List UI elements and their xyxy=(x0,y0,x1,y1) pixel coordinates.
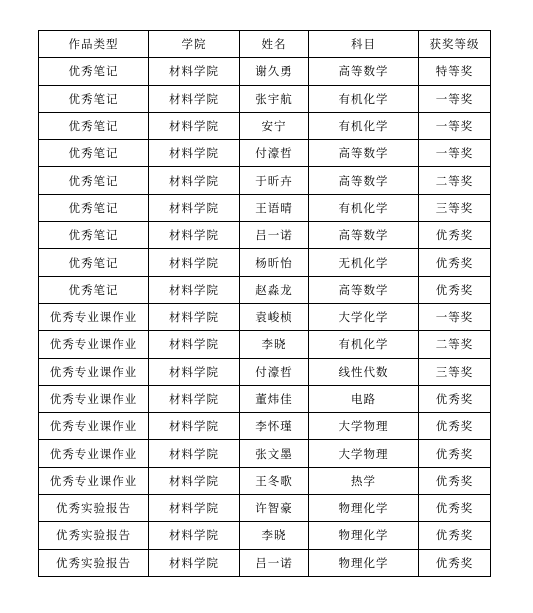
cell-award-level: 优秀奖 xyxy=(419,467,491,494)
header-college: 学院 xyxy=(149,31,240,58)
cell-subject: 高等数学 xyxy=(309,222,419,249)
cell-award-level: 三等奖 xyxy=(419,358,491,385)
table-body xyxy=(39,58,491,577)
cell-subject: 热学 xyxy=(309,467,419,494)
table-row xyxy=(39,549,491,576)
cell-name: 王语晴 xyxy=(240,194,309,221)
cell-award-level: 三等奖 xyxy=(419,194,491,221)
cell-college: 材料学院 xyxy=(149,358,240,385)
cell-work-type: 优秀专业课作业 xyxy=(39,358,149,385)
cell-subject: 有机化学 xyxy=(309,85,419,112)
cell-work-type: 优秀笔记 xyxy=(39,167,149,194)
cell-award-level: 一等奖 xyxy=(419,112,491,139)
table-row xyxy=(39,413,491,440)
cell-college: 材料学院 xyxy=(149,303,240,330)
cell-subject: 无机化学 xyxy=(309,249,419,276)
cell-college: 材料学院 xyxy=(149,549,240,576)
cell-subject: 大学物理 xyxy=(309,440,419,467)
cell-name: 董炜佳 xyxy=(240,385,309,412)
cell-subject: 高等数学 xyxy=(309,58,419,85)
cell-name: 谢久勇 xyxy=(240,58,309,85)
table-row xyxy=(39,385,491,412)
cell-college: 材料学院 xyxy=(149,522,240,549)
cell-college: 材料学院 xyxy=(149,58,240,85)
cell-work-type: 优秀专业课作业 xyxy=(39,440,149,467)
cell-work-type: 优秀笔记 xyxy=(39,112,149,139)
table-row xyxy=(39,331,491,358)
cell-subject: 大学化学 xyxy=(309,303,419,330)
cell-award-level: 优秀奖 xyxy=(419,440,491,467)
cell-work-type: 优秀专业课作业 xyxy=(39,467,149,494)
header-work-type: 作品类型 xyxy=(39,31,149,58)
cell-work-type: 优秀笔记 xyxy=(39,249,149,276)
cell-award-level: 二等奖 xyxy=(419,331,491,358)
cell-college: 材料学院 xyxy=(149,167,240,194)
table-row xyxy=(39,112,491,139)
cell-work-type: 优秀笔记 xyxy=(39,140,149,167)
table-row xyxy=(39,358,491,385)
cell-award-level: 一等奖 xyxy=(419,303,491,330)
cell-college: 材料学院 xyxy=(149,249,240,276)
cell-award-level: 特等奖 xyxy=(419,58,491,85)
cell-name: 杨昕怡 xyxy=(240,249,309,276)
table-row xyxy=(39,58,491,85)
cell-subject: 有机化学 xyxy=(309,112,419,139)
cell-college: 材料学院 xyxy=(149,331,240,358)
cell-award-level: 优秀奖 xyxy=(419,385,491,412)
cell-award-level: 优秀奖 xyxy=(419,522,491,549)
cell-work-type: 优秀笔记 xyxy=(39,58,149,85)
cell-college: 材料学院 xyxy=(149,112,240,139)
cell-work-type: 优秀实验报告 xyxy=(39,495,149,522)
cell-award-level: 优秀奖 xyxy=(419,413,491,440)
cell-work-type: 优秀笔记 xyxy=(39,194,149,221)
table-row xyxy=(39,167,491,194)
cell-work-type: 优秀实验报告 xyxy=(39,549,149,576)
cell-work-type: 优秀专业课作业 xyxy=(39,385,149,412)
table-row xyxy=(39,440,491,467)
cell-college: 材料学院 xyxy=(149,413,240,440)
cell-subject: 电路 xyxy=(309,385,419,412)
cell-name: 许智豪 xyxy=(240,495,309,522)
cell-name: 吕一诺 xyxy=(240,222,309,249)
cell-college: 材料学院 xyxy=(149,276,240,303)
cell-work-type: 优秀专业课作业 xyxy=(39,331,149,358)
table-row xyxy=(39,276,491,303)
cell-award-level: 一等奖 xyxy=(419,85,491,112)
cell-subject: 有机化学 xyxy=(309,194,419,221)
cell-work-type: 优秀笔记 xyxy=(39,222,149,249)
table-row xyxy=(39,467,491,494)
cell-college: 材料学院 xyxy=(149,385,240,412)
cell-name: 安宁 xyxy=(240,112,309,139)
table-row xyxy=(39,194,491,221)
table-header-row xyxy=(39,31,491,58)
cell-name: 付濠哲 xyxy=(240,140,309,167)
cell-college: 材料学院 xyxy=(149,495,240,522)
cell-subject: 有机化学 xyxy=(309,331,419,358)
cell-work-type: 优秀笔记 xyxy=(39,276,149,303)
table-row xyxy=(39,140,491,167)
header-award-level: 获奖等级 xyxy=(419,31,491,58)
cell-award-level: 优秀奖 xyxy=(419,222,491,249)
cell-subject: 大学物理 xyxy=(309,413,419,440)
cell-subject: 高等数学 xyxy=(309,276,419,303)
awards-table xyxy=(38,30,491,577)
cell-award-level: 优秀奖 xyxy=(419,276,491,303)
table-row xyxy=(39,495,491,522)
cell-college: 材料学院 xyxy=(149,467,240,494)
cell-subject: 物理化学 xyxy=(309,522,419,549)
cell-name: 李晓 xyxy=(240,522,309,549)
table-row xyxy=(39,522,491,549)
cell-name: 付濠哲 xyxy=(240,358,309,385)
cell-name: 于昕卉 xyxy=(240,167,309,194)
cell-subject: 高等数学 xyxy=(309,167,419,194)
header-subject: 科目 xyxy=(309,31,419,58)
cell-name: 张文墨 xyxy=(240,440,309,467)
table-row xyxy=(39,85,491,112)
cell-college: 材料学院 xyxy=(149,85,240,112)
cell-college: 材料学院 xyxy=(149,440,240,467)
cell-name: 张宇航 xyxy=(240,85,309,112)
cell-college: 材料学院 xyxy=(149,140,240,167)
cell-work-type: 优秀专业课作业 xyxy=(39,413,149,440)
table-row xyxy=(39,249,491,276)
cell-college: 材料学院 xyxy=(149,222,240,249)
cell-college: 材料学院 xyxy=(149,194,240,221)
cell-award-level: 一等奖 xyxy=(419,140,491,167)
cell-name: 吕一诺 xyxy=(240,549,309,576)
cell-subject: 高等数学 xyxy=(309,140,419,167)
table-row xyxy=(39,303,491,330)
cell-subject: 物理化学 xyxy=(309,549,419,576)
cell-award-level: 优秀奖 xyxy=(419,249,491,276)
cell-name: 王冬歌 xyxy=(240,467,309,494)
cell-work-type: 优秀实验报告 xyxy=(39,522,149,549)
header-name: 姓名 xyxy=(240,31,309,58)
cell-award-level: 二等奖 xyxy=(419,167,491,194)
cell-award-level: 优秀奖 xyxy=(419,495,491,522)
cell-work-type: 优秀笔记 xyxy=(39,85,149,112)
cell-subject: 线性代数 xyxy=(309,358,419,385)
cell-name: 袁峻桢 xyxy=(240,303,309,330)
cell-name: 李晓 xyxy=(240,331,309,358)
table-row xyxy=(39,222,491,249)
cell-subject: 物理化学 xyxy=(309,495,419,522)
cell-work-type: 优秀专业课作业 xyxy=(39,303,149,330)
cell-name: 李怀瑾 xyxy=(240,413,309,440)
cell-award-level: 优秀奖 xyxy=(419,549,491,576)
cell-name: 赵淼龙 xyxy=(240,276,309,303)
